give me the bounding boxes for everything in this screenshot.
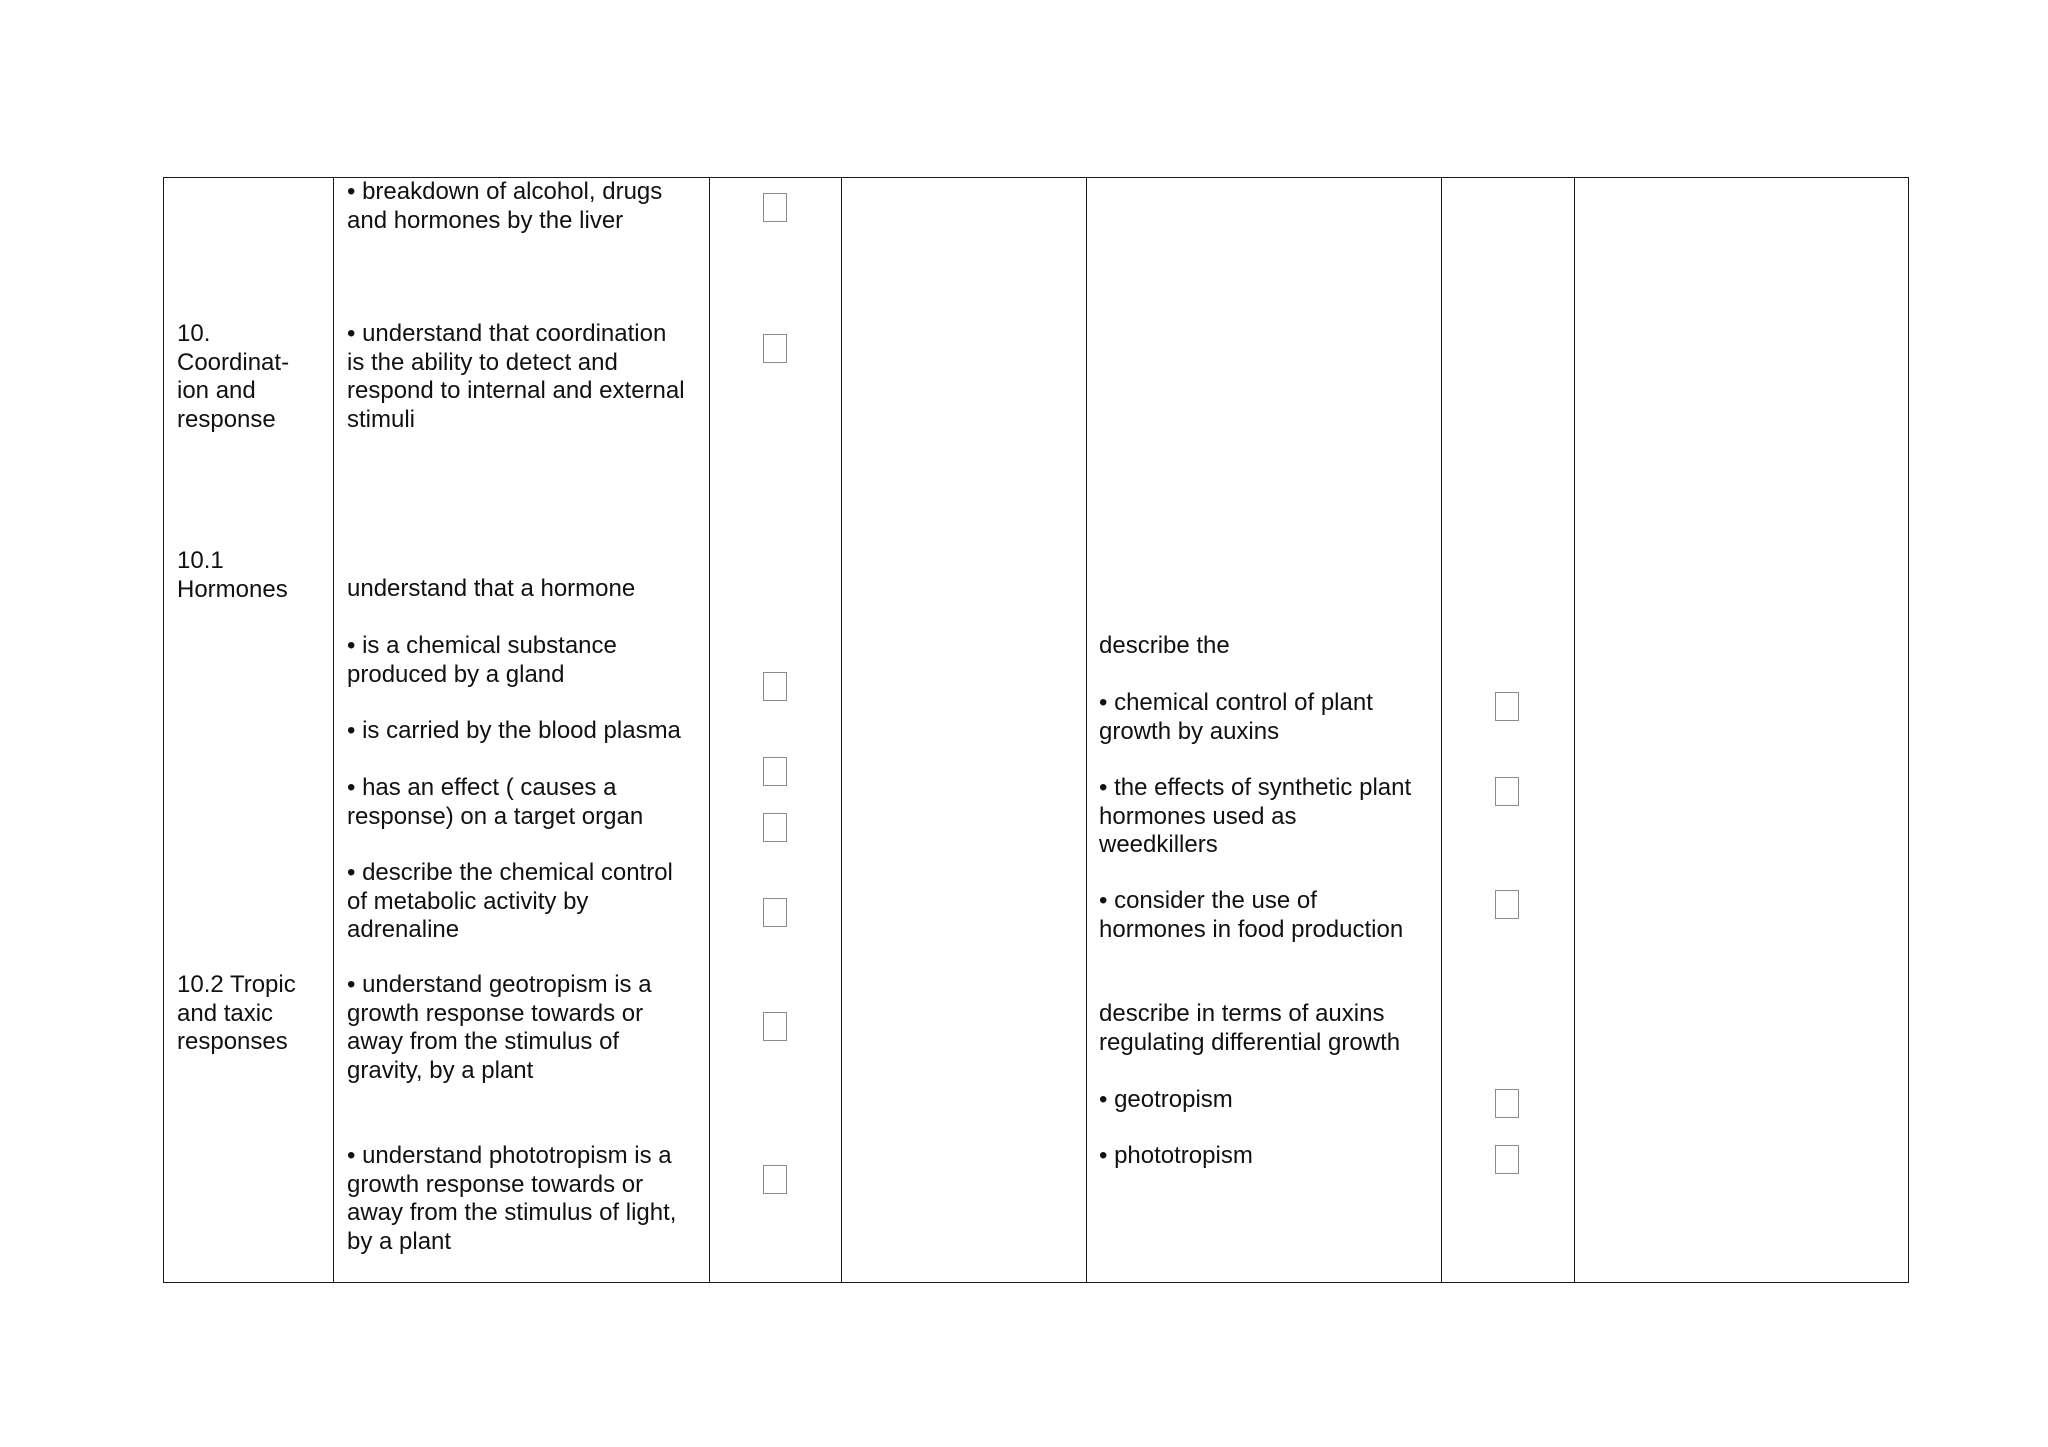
core-checkbox[interactable]	[763, 672, 787, 701]
core-checkbox[interactable]	[763, 1165, 787, 1194]
supplement-item-geotropism: • geotropism	[1099, 1086, 1233, 1113]
core-item-chemical-substance: • is a chemical substance produced by a gland	[347, 632, 617, 688]
column-divider	[333, 177, 334, 1283]
column-divider	[1086, 177, 1087, 1283]
supplement-checkbox[interactable]	[1495, 890, 1519, 919]
supplement-checkbox[interactable]	[1495, 1145, 1519, 1174]
supplement-item-weedkillers: • the effects of synthetic plant hormones used as weedkillers	[1099, 774, 1412, 858]
core-checkbox[interactable]	[763, 757, 787, 786]
core-checkbox[interactable]	[763, 813, 787, 842]
supplement-item-auxin-intro: describe in terms of auxins regulating differential growth	[1099, 1000, 1401, 1056]
supplement-item-auxins: • chemical control of plant growth by auxins	[1099, 689, 1373, 745]
core-item-target-organ: • has an effect ( causes a response) on a target organ	[347, 774, 644, 830]
core-item-phototropism: • understand phototropism is a growth response towards or away from the stimulus of light, by a plant	[347, 1142, 677, 1255]
column-divider	[1441, 177, 1442, 1283]
supplement-checkbox[interactable]	[1495, 692, 1519, 721]
column-divider	[1574, 177, 1575, 1283]
core-checkbox[interactable]	[763, 1012, 787, 1041]
topic-hormones-heading: 10.1 Hormones	[177, 547, 288, 603]
column-divider	[841, 177, 842, 1283]
core-checkbox[interactable]	[763, 334, 787, 363]
core-item-coordination: • understand that coordination is the ability to detect and respond to internal and external stimuli	[347, 320, 685, 433]
supplement-item-phototropism: • phototropism	[1099, 1142, 1253, 1169]
core-item-blood-plasma: • is carried by the blood plasma	[347, 717, 681, 744]
core-item-geotropism: • understand geotropism is a growth response towards or away from the stimulus of gravity, by a plant	[347, 971, 652, 1084]
supplement-checkbox[interactable]	[1495, 777, 1519, 806]
supplement-checkbox[interactable]	[1495, 1089, 1519, 1118]
core-checkbox[interactable]	[763, 193, 787, 222]
core-item-liver: • breakdown of alcohol, drugs and hormones by the liver	[347, 178, 663, 234]
core-item-hormone-intro: understand that a hormone	[347, 575, 636, 602]
core-checkbox[interactable]	[763, 898, 787, 927]
column-divider	[709, 177, 710, 1283]
supplement-item-food-production: • consider the use of hormones in food production	[1099, 887, 1404, 943]
core-item-adrenaline: • describe the chemical control of metabolic activity by adrenaline	[347, 859, 673, 943]
topic-tropic-heading: 10.2 Tropic and taxic responses	[177, 971, 296, 1055]
topic-coordination-heading: 10. Coordinat- ion and response	[177, 320, 290, 433]
supplement-item-describe: describe the	[1099, 632, 1230, 659]
